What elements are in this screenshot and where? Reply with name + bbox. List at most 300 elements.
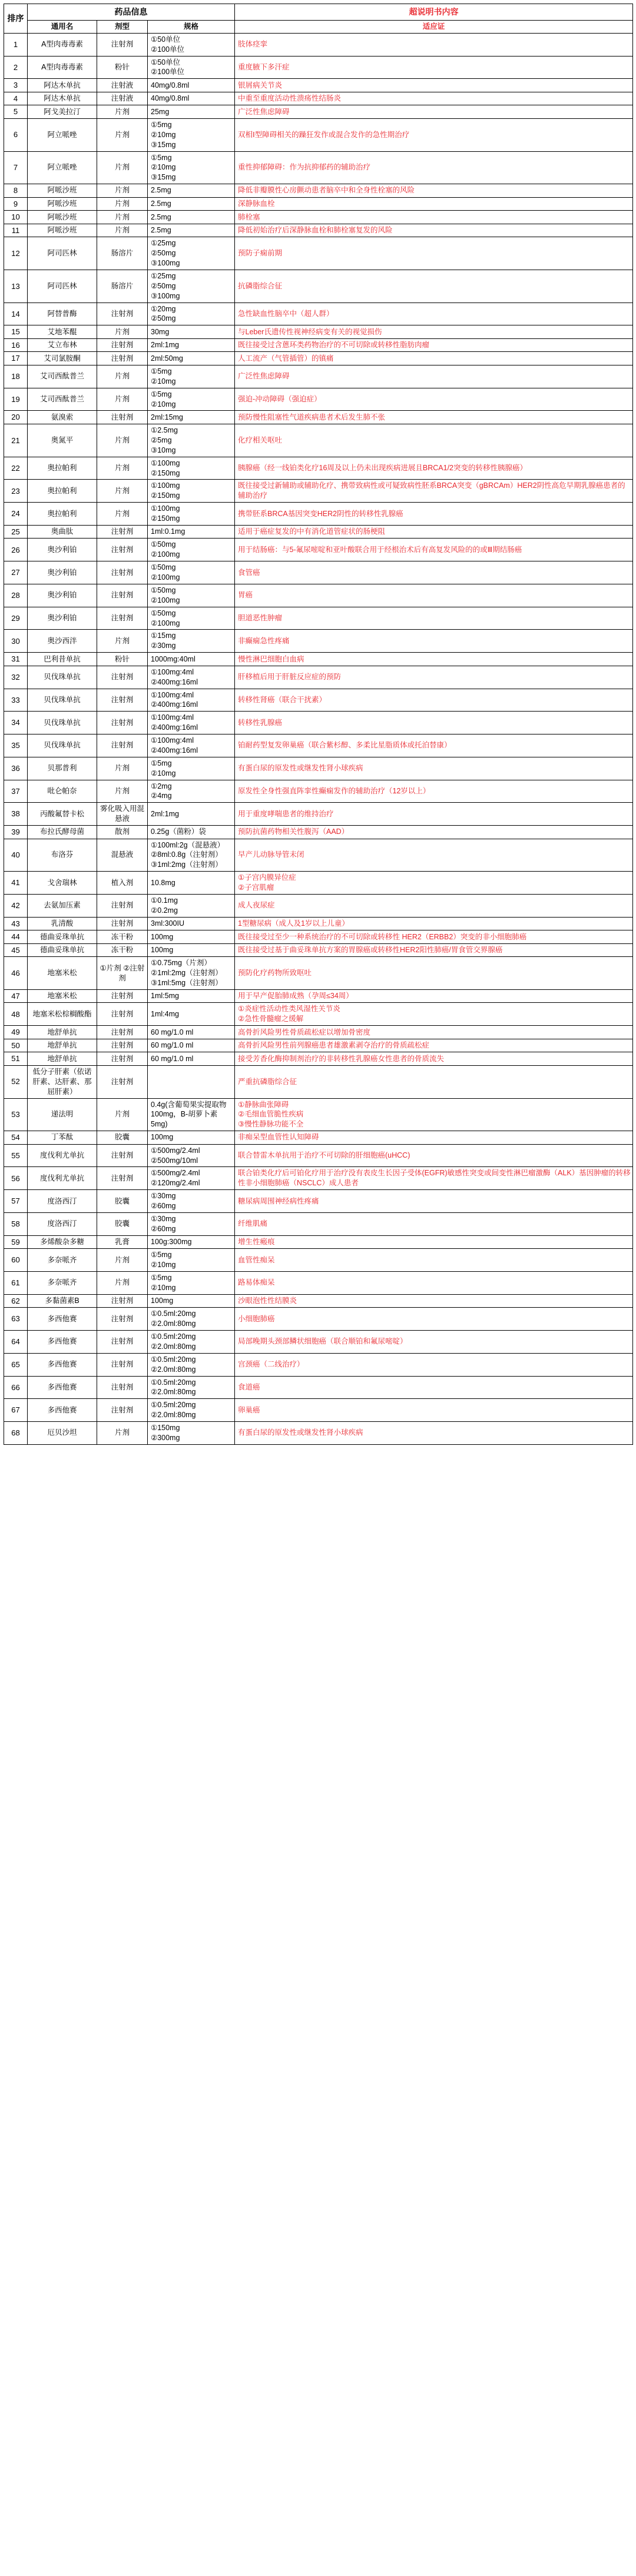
row-dosage-form: 注射剂 (97, 607, 148, 630)
specification-line: 1ml:4mg (151, 1009, 179, 1018)
indication-line: 既往接受过含蒽环类药物治疗的不可切除或转移性脂肪肉瘤 (238, 341, 430, 350)
specification-line: ①0.1mg (151, 896, 178, 905)
row-specification (148, 1052, 235, 1066)
row-dosage-form: 片剂 (97, 184, 148, 198)
specification-line: ①100mg:4ml (151, 667, 194, 676)
table-row (4, 826, 633, 839)
specification-line: ①25mg (151, 239, 176, 248)
indication-line: 糖尿病周围神经病性疼痛 (238, 1196, 319, 1205)
row-specification (148, 607, 235, 630)
table-row (4, 92, 633, 105)
row-dosage-form: 片剂 (97, 780, 148, 803)
row-indication (235, 1144, 633, 1167)
table-row (4, 1271, 633, 1294)
specification-line: ①0.5ml:20mg (151, 1355, 196, 1364)
table-row (4, 1353, 633, 1376)
indication-line: 接受芳香化酶抑制剂治疗的非转移性乳腺癌女性患者的骨质流失 (238, 1054, 445, 1063)
row-index: 22 (4, 457, 28, 480)
specification-line: ①50mg (151, 609, 176, 617)
row-indication (235, 1308, 633, 1331)
table-row (4, 930, 633, 944)
specification-line: ②2.0ml:80mg (151, 1388, 196, 1397)
table-row (4, 1212, 633, 1235)
row-generic-name: 奥曲肽 (28, 525, 97, 539)
specification-line: ①2mg (151, 782, 172, 790)
row-index: 30 (4, 630, 28, 653)
row-dosage-form: 注射剂 (97, 1026, 148, 1039)
row-index: 18 (4, 365, 28, 388)
indication-line: 血管性痴呆 (238, 1255, 275, 1264)
row-index: 58 (4, 1212, 28, 1235)
row-dosage-form: 乳膏 (97, 1235, 148, 1249)
indication-line: 早产儿动脉导管未闭 (238, 850, 304, 859)
row-specification (148, 917, 235, 930)
table-row (4, 105, 633, 119)
row-indication (235, 957, 633, 990)
specification-line: ①50mg (151, 563, 176, 572)
table-row (4, 1065, 633, 1098)
indication-line: 用于早产促胎肺成熟（孕周≤34周） (238, 992, 353, 1001)
specification-line: ②1ml:2mg（注射剂） (151, 969, 223, 978)
row-dosage-form: 注射剂 (97, 584, 148, 607)
row-specification (148, 1098, 235, 1131)
row-indication (235, 92, 633, 105)
indication-line: 预防抗菌药物相关性腹泻（AAD） (238, 827, 349, 836)
row-indication (235, 894, 633, 917)
specification-line: ②10mg (151, 377, 176, 385)
specification-line: 2ml:50mg (151, 354, 183, 363)
row-dosage-form: 注射剂 (97, 1308, 148, 1331)
row-index: 20 (4, 411, 28, 424)
row-indication (235, 1131, 633, 1145)
row-generic-name: 度洛西汀 (28, 1190, 97, 1213)
row-generic-name: 地塞米松 (28, 957, 97, 990)
table-row (4, 607, 633, 630)
row-generic-name: 阿立哌唑 (28, 151, 97, 184)
row-index: 9 (4, 197, 28, 211)
row-index: 64 (4, 1331, 28, 1354)
specification-line: ①2.5mg (151, 426, 178, 435)
row-generic-name: 艾司西酞普兰 (28, 365, 97, 388)
indication-line: 用于结肠癌：与5-氟尿嘧啶和亚叶酸联合用于经根治术后有高复发风险的的或Ⅲ期结肠癌 (238, 545, 522, 554)
table-row (4, 33, 633, 56)
row-specification (148, 1331, 235, 1354)
specification-line: ②400mg:16ml (151, 746, 198, 754)
row-index: 67 (4, 1399, 28, 1422)
indication-line: 与Leber氏遗传性视神经病变有关的视觉损伤 (238, 327, 382, 336)
row-index: 5 (4, 105, 28, 119)
specification-line: 40mg/0.8ml (151, 94, 190, 103)
row-indication (235, 1399, 633, 1422)
row-index: 43 (4, 917, 28, 930)
row-dosage-form: 注射剂 (97, 1144, 148, 1167)
row-indication (235, 803, 633, 826)
specification-line: ③10mg (151, 446, 176, 454)
row-dosage-form: 注射剂 (97, 734, 148, 757)
row-indication (235, 197, 633, 211)
row-index: 59 (4, 1235, 28, 1249)
indication-line: 高骨折风险男性骨质疏松症以增加骨密度 (238, 1028, 371, 1036)
table-row (4, 424, 633, 457)
row-specification (148, 653, 235, 666)
row-dosage-form: 冻干粉 (97, 930, 148, 944)
row-index: 21 (4, 424, 28, 457)
row-dosage-form: 注射液 (97, 92, 148, 105)
row-indication (235, 457, 633, 480)
row-specification (148, 1399, 235, 1422)
indication-line: 转移性肾癌（联合干扰素） (238, 695, 327, 704)
table-row (4, 539, 633, 561)
specification-line: ①5mg (151, 1251, 172, 1259)
indication-line: 银屑病关节炎 (238, 81, 283, 89)
row-specification (148, 839, 235, 872)
row-index: 25 (4, 525, 28, 539)
row-specification (148, 689, 235, 712)
header-specification: 规格 (148, 20, 235, 33)
row-indication (235, 630, 633, 653)
specification-line: ①500mg/2.4ml (151, 1146, 200, 1155)
row-dosage-form: 片剂 (97, 325, 148, 339)
row-specification (148, 1294, 235, 1308)
row-specification (148, 1235, 235, 1249)
row-dosage-form: 雾化吸入用混悬液 (97, 803, 148, 826)
indication-line: 用于重度哮喘患者的维持治疗 (238, 809, 334, 818)
row-indication (235, 561, 633, 584)
row-indication (235, 826, 633, 839)
row-generic-name: 度洛西汀 (28, 1212, 97, 1235)
row-indication (235, 56, 633, 79)
row-indication (235, 1249, 633, 1272)
table-row (4, 630, 633, 653)
specification-line: ②8ml:0.8g（注射剂） (151, 850, 223, 859)
specification-line: ③100mg (151, 291, 180, 300)
indication-line: 食管癌 (238, 568, 260, 577)
row-indication (235, 989, 633, 1003)
row-index: 62 (4, 1294, 28, 1308)
row-generic-name: 奥拉帕利 (28, 503, 97, 526)
specification-line: 1ml:5mg (151, 992, 179, 1001)
row-dosage-form: 注射剂 (97, 1331, 148, 1354)
row-index: 52 (4, 1065, 28, 1098)
specification-line: ②100mg (151, 550, 180, 559)
indication-line: 肢体痉挛 (238, 40, 268, 49)
table-row (4, 1144, 633, 1167)
row-specification (148, 270, 235, 303)
row-index: 41 (4, 872, 28, 895)
row-specification (148, 989, 235, 1003)
row-specification (148, 561, 235, 584)
indication-line: ①静脉曲张障碍 (238, 1100, 289, 1109)
row-generic-name: 艾立布林 (28, 338, 97, 352)
indication-line: 联合铂类化疗后可铂化疗用于治疗没有表皮生长因子受体(EGFR)敏感性突变或间变性淋巴瘤激酶（ALK）基因肿瘤的转移性非小细胞肺癌（NSCLC）成人患者 (238, 1169, 631, 1188)
row-specification (148, 33, 235, 56)
row-indication (235, 338, 633, 352)
indication-line: ①子宫内膜异位症 (238, 873, 296, 882)
row-specification (148, 79, 235, 92)
indication-line: 食道癌 (238, 1382, 260, 1391)
table-row (4, 872, 633, 895)
row-index: 10 (4, 211, 28, 224)
row-indication (235, 480, 633, 503)
specification-line: ①0.5ml:20mg (151, 1378, 196, 1387)
table-row (4, 757, 633, 780)
specification-line: ②0.2mg (151, 906, 178, 915)
table-row (4, 653, 633, 666)
row-specification (148, 1065, 235, 1098)
row-index: 1 (4, 33, 28, 56)
table-row (4, 1331, 633, 1354)
table-row (4, 989, 633, 1003)
row-index: 65 (4, 1353, 28, 1376)
row-generic-name: 阿哌沙班 (28, 197, 97, 211)
specification-line: ②60mg (151, 1202, 176, 1211)
row-specification (148, 237, 235, 270)
specification-line: 100mg (151, 1297, 174, 1305)
row-dosage-form: 片剂 (97, 503, 148, 526)
specification-line: ②10mg (151, 769, 176, 777)
row-generic-name: 阿达木单抗 (28, 79, 97, 92)
indication-line: 急性缺血性脑卒中（超人群） (238, 310, 334, 318)
row-generic-name: A型肉毒毒素 (28, 56, 97, 79)
row-index: 31 (4, 653, 28, 666)
row-dosage-form: 注射液 (97, 79, 148, 92)
row-dosage-form: 冻干粉 (97, 943, 148, 957)
specification-line: 2ml:15mg (151, 413, 183, 421)
indication-line: 携带胚系BRCA基因突变HER2阴性的转移性乳腺癌 (238, 509, 403, 518)
row-generic-name: 丁苯酞 (28, 1131, 97, 1145)
specification-line: ①0.5ml:20mg (151, 1332, 196, 1341)
row-indication (235, 352, 633, 365)
indication-line: 有蛋白尿的原发性或继发性肾小球疾病 (238, 1428, 363, 1437)
row-indication (235, 424, 633, 457)
row-dosage-form: 片剂 (97, 211, 148, 224)
row-indication (235, 365, 633, 388)
indication-line: 增生性瘢痕 (238, 1238, 275, 1246)
indication-line: 非癫痫急性疼痛 (238, 636, 290, 645)
row-index: 68 (4, 1422, 28, 1445)
row-indication (235, 184, 633, 198)
indication-line: 人工流产（气管插管）的镇痛 (238, 354, 334, 363)
specification-line: ①5mg (151, 120, 172, 129)
row-index: 40 (4, 839, 28, 872)
row-specification (148, 411, 235, 424)
header-drug-group: 药品信息 (28, 4, 235, 21)
table-row (4, 712, 633, 734)
row-specification (148, 1003, 235, 1026)
table-row (4, 457, 633, 480)
indication-line: 双相Ⅰ型障碍相关的躁狂发作或混合发作的急性期治疗 (238, 130, 410, 139)
row-generic-name: 去氨加压素 (28, 894, 97, 917)
table-row (4, 352, 633, 365)
specification-line: 3ml:300IU (151, 919, 184, 928)
row-specification (148, 424, 235, 457)
row-indication (235, 1422, 633, 1445)
specification-line: ③1ml:2mg（注射剂） (151, 860, 223, 869)
row-specification (148, 630, 235, 653)
row-specification (148, 480, 235, 503)
row-specification (148, 92, 235, 105)
row-index: 24 (4, 503, 28, 526)
row-generic-name: 贝伐珠单抗 (28, 734, 97, 757)
row-index: 4 (4, 92, 28, 105)
row-index: 3 (4, 79, 28, 92)
table-row (4, 689, 633, 712)
row-specification (148, 1131, 235, 1145)
specification-line: ②10mg (151, 163, 176, 172)
row-dosage-form: 片剂 (97, 1249, 148, 1272)
row-dosage-form: 片剂 (97, 457, 148, 480)
specification-line: ①5mg (151, 1273, 172, 1282)
row-index: 55 (4, 1144, 28, 1167)
row-indication (235, 1052, 633, 1066)
row-specification (148, 826, 235, 839)
specification-line: ②100单位 (151, 68, 185, 77)
row-specification (148, 352, 235, 365)
row-index: 38 (4, 803, 28, 826)
row-index: 49 (4, 1026, 28, 1039)
row-specification (148, 1026, 235, 1039)
indication-line: 重性抑郁障碍：作为抗抑郁药的辅助治疗 (238, 163, 371, 172)
specification-line: 25mg (151, 107, 170, 116)
row-index: 51 (4, 1052, 28, 1066)
row-indication (235, 411, 633, 424)
table-row (4, 237, 633, 270)
table-row (4, 411, 633, 424)
indication-line: 预防化疗药物所致呕吐 (238, 969, 312, 978)
specification-line: ①100mg (151, 504, 180, 513)
table-row (4, 1052, 633, 1066)
row-generic-name: 多黏菌素B (28, 1294, 97, 1308)
row-specification (148, 388, 235, 411)
row-generic-name: 奥拉帕利 (28, 480, 97, 503)
table-row (4, 943, 633, 957)
row-dosage-form: ①片剂 ②注射剂 (97, 957, 148, 990)
indication-line: 铂耐药型复发卵巢癌（联合紫杉醇、多柔比星脂质体或托泊替康） (238, 741, 452, 750)
specification-line: ③100mg (151, 259, 180, 268)
row-indication (235, 734, 633, 757)
row-index: 29 (4, 607, 28, 630)
table-row (4, 79, 633, 92)
indication-line: 小细胞肺癌 (238, 1314, 275, 1323)
row-dosage-form: 片剂 (97, 424, 148, 457)
row-dosage-form: 片剂 (97, 480, 148, 503)
row-generic-name: 阿司匹林 (28, 270, 97, 303)
table-row (4, 666, 633, 689)
row-specification (148, 1167, 235, 1190)
table-row (4, 734, 633, 757)
specification-line: ①50单位 (151, 35, 181, 44)
row-specification (148, 1308, 235, 1331)
row-generic-name: 多烯酸杂多糖 (28, 1235, 97, 1249)
specification-line: ②10mg (151, 400, 176, 408)
row-index: 57 (4, 1190, 28, 1213)
row-generic-name: 阿哌沙班 (28, 184, 97, 198)
specification-line: 2.5mg (151, 226, 171, 235)
indication-line: ①炎症性活动性类风湿性关节炎 (238, 1005, 340, 1013)
row-specification (148, 211, 235, 224)
row-dosage-form: 注射剂 (97, 1294, 148, 1308)
row-generic-name: 多奈哌齐 (28, 1271, 97, 1294)
specification-line: 2ml:1mg (151, 341, 179, 350)
specification-line: ②500mg/10ml (151, 1156, 198, 1165)
row-index: 53 (4, 1098, 28, 1131)
row-indication (235, 584, 633, 607)
row-dosage-form: 注射剂 (97, 1376, 148, 1399)
specification-line: ②150mg (151, 491, 180, 500)
specification-line: ①15mg (151, 631, 176, 640)
specification-line: ②30mg (151, 641, 176, 650)
table-row (4, 1235, 633, 1249)
specification-line: ①5mg (151, 153, 172, 162)
table-row (4, 224, 633, 237)
row-index: 42 (4, 894, 28, 917)
row-generic-name: 奥沙利铂 (28, 561, 97, 584)
row-index: 23 (4, 480, 28, 503)
row-specification (148, 539, 235, 561)
row-specification (148, 1190, 235, 1213)
row-dosage-form: 散剂 (97, 826, 148, 839)
row-specification (148, 1039, 235, 1052)
indication-line: 联合替雷木单抗用于治疗不可切除的肝细胞癌(uHCC) (238, 1151, 410, 1160)
row-generic-name: 布拉氏酵母菌 (28, 826, 97, 839)
row-indication (235, 105, 633, 119)
specification-line: ②100单位 (151, 45, 185, 54)
indication-line: 降低非瓣膜性心房颤动患者脑卒中和全身性栓塞的风险 (238, 186, 415, 195)
specification-line: ②120mg/2.4ml (151, 1179, 200, 1188)
indication-line: ②子宫肌瘤 (238, 883, 274, 892)
row-index: 13 (4, 270, 28, 303)
table-row (4, 561, 633, 584)
indication-line: 既往接受过至少一种系统治疗的不可切除或转移性 HER2（ERBB2）突变的非小细胞肺癌 (238, 932, 527, 941)
row-indication (235, 303, 633, 325)
row-dosage-form: 植入剂 (97, 872, 148, 895)
row-indication (235, 1003, 633, 1026)
table-row (4, 1249, 633, 1272)
specification-line: ②300mg (151, 1433, 180, 1442)
indication-line: 胆道恶性肿瘤 (238, 614, 283, 623)
row-dosage-form: 胶囊 (97, 1212, 148, 1235)
row-dosage-form: 注射剂 (97, 1065, 148, 1098)
row-dosage-form: 粉针 (97, 653, 148, 666)
table-row (4, 365, 633, 388)
row-index: 26 (4, 539, 28, 561)
indication-line: 卵巢癌 (238, 1405, 260, 1414)
row-index: 39 (4, 826, 28, 839)
row-generic-name: 氨溴索 (28, 411, 97, 424)
table-row (4, 197, 633, 211)
row-dosage-form: 注射剂 (97, 338, 148, 352)
row-generic-name: 布洛芬 (28, 839, 97, 872)
specification-line: ②50mg (151, 314, 176, 323)
table-row (4, 1376, 633, 1399)
indication-line: 非痴呆型血管性认知障碍 (238, 1133, 319, 1142)
row-specification (148, 803, 235, 826)
row-generic-name: 阿哌沙班 (28, 224, 97, 237)
specification-line: ②5mg (151, 436, 172, 444)
row-index: 54 (4, 1131, 28, 1145)
row-index: 7 (4, 151, 28, 184)
table-row (4, 211, 633, 224)
row-specification (148, 303, 235, 325)
row-indication (235, 872, 633, 895)
row-index: 14 (4, 303, 28, 325)
row-index: 45 (4, 943, 28, 957)
table-row (4, 1422, 633, 1445)
specification-line: ①100mg:4ml (151, 736, 194, 744)
row-dosage-form: 注射剂 (97, 917, 148, 930)
row-dosage-form: 注射剂 (97, 539, 148, 561)
row-specification (148, 957, 235, 990)
